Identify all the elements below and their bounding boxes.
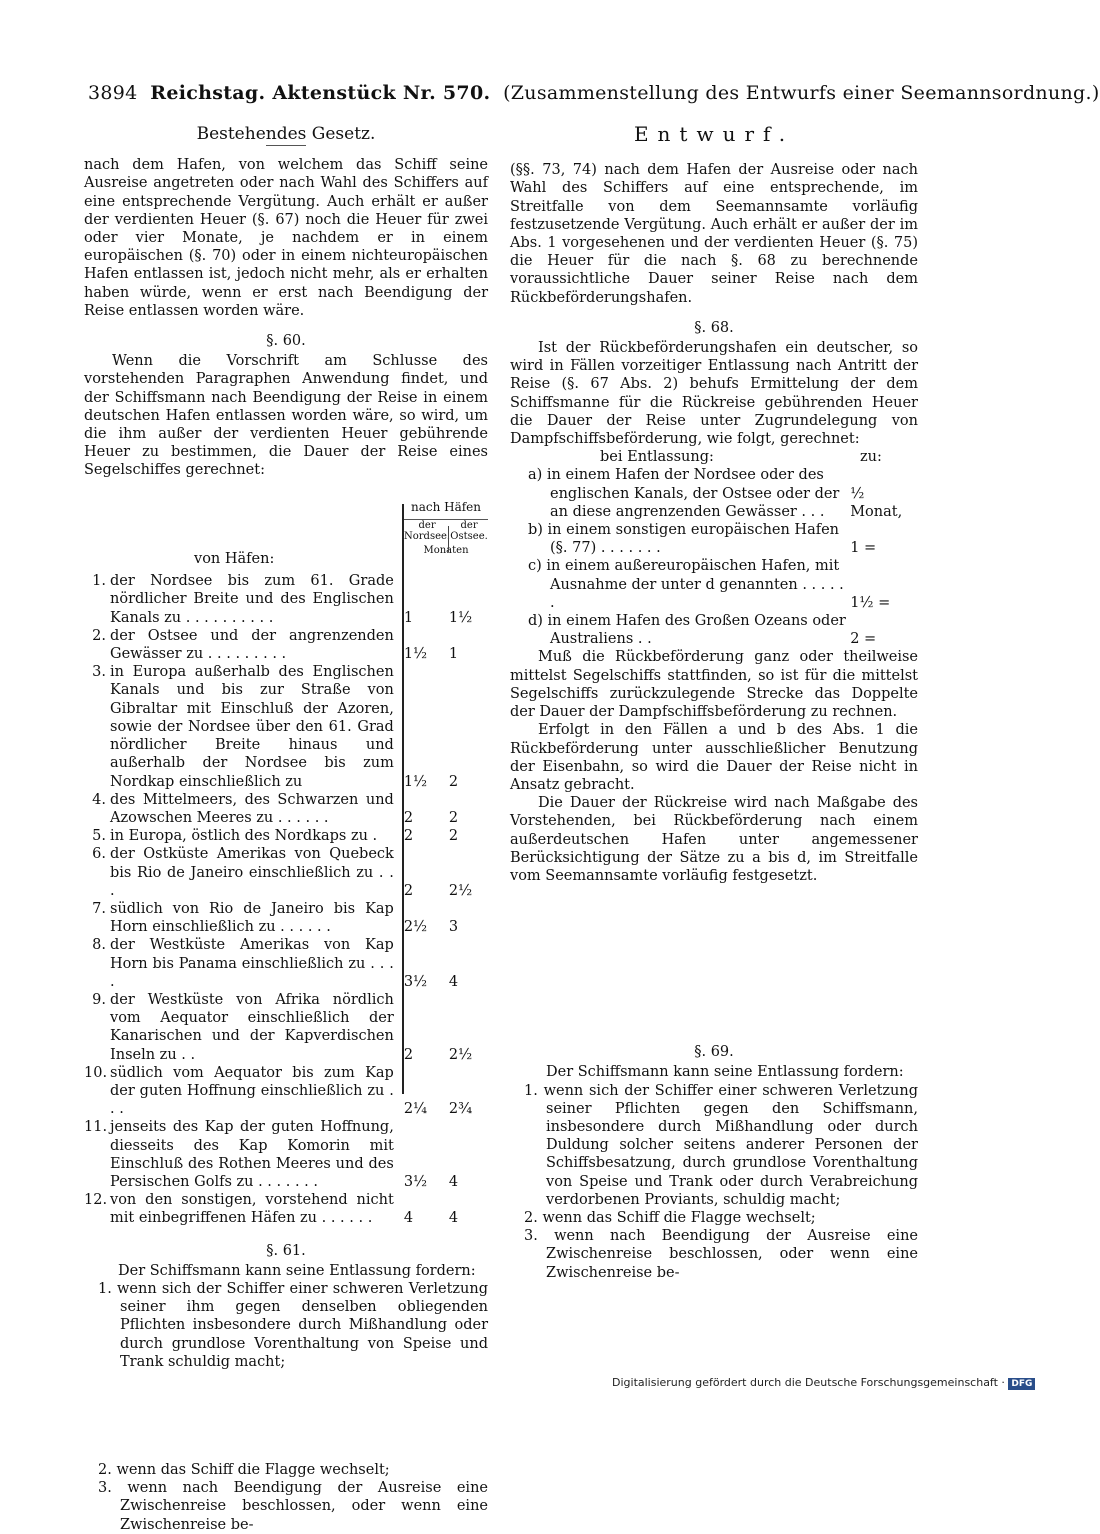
section-69-item-2: 2. wenn das Schiff die Flagge wechselt; [524, 1209, 816, 1226]
table-row-text-text: südlich von Rio de Janeiro bis Kap Horn einschließlich zu . . . . . . [110, 900, 394, 936]
page-header [88, 82, 1100, 104]
table-divider [402, 504, 404, 1094]
table-row-text [110, 1191, 394, 1227]
table-row-text [110, 991, 394, 1064]
list-head-right: zu: [860, 449, 882, 466]
section-61-heading: §. 61. [266, 1242, 306, 1259]
table-value-ostsee-text: 1½ [448, 609, 473, 626]
table-value-ostsee [449, 991, 488, 1064]
table-row-text [110, 572, 394, 627]
table-row [84, 1064, 488, 1119]
table-row [84, 572, 488, 627]
table-value-ostsee [449, 936, 488, 991]
table-row-text-text: in Europa, östlich des Nordkaps zu . [110, 828, 378, 845]
table-value-nordsee-text: 2 [403, 1046, 414, 1063]
section-61-intro: Der Schiffsmann kann seine Entlassung fordern: [118, 1262, 476, 1279]
table-row-number [84, 1064, 110, 1119]
list-head-left: bei Entlassung: [600, 449, 714, 466]
dfg-logo: DFG [1008, 1378, 1035, 1390]
section-61-item-3: 3. wenn nach Beendigung der Ausreise eine Zwischenreise beschlossen, oder wenn eine Zwischenreise be- [98, 1480, 488, 1533]
table-value-ostsee [449, 572, 488, 627]
table-value-nordsee-text: 3½ [403, 1173, 428, 1190]
table-value-nordsee [394, 1118, 449, 1191]
col-nordsee: der Nordsee. [404, 519, 451, 542]
section-68-text: Ist der Rückbeförderungshafen ein deutscher, so wird in Fällen vorzeitiger Entlassung nach Antritt der Reise (§. 67 Abs. 2) behufs Ermittelung der dem Schiffsmanne für die Rückreise gebührenden Heuer die Dauer der Reise unter Zugrundelegung von Dampfschiffsbeförderung, wie folgt, gerechnet: [510, 340, 918, 448]
table-row [84, 791, 488, 827]
table-row-number-text: 3. [92, 664, 106, 681]
table-row-text [110, 936, 394, 991]
table-value-nordsee-text: 1½ [403, 773, 428, 790]
table-row-text-text: in Europa außerhalb des Englischen Kanals und bis zur Straße von Gibraltar mit Einschluß der Azoren, sowie der Nordsee über den 61. Grad nördlicher Breite hinaus und außerhalb der Nordsee bis zum Nordkap einschließlich zu [110, 664, 394, 790]
table-value-ostsee-text: 2 [448, 773, 459, 790]
table-row [84, 1118, 488, 1191]
table-row-number-text: 2. [92, 627, 106, 644]
table-value-ostsee [449, 627, 488, 663]
table-row [84, 1191, 488, 1227]
table-row-number-text: 8. [92, 937, 106, 954]
table-value-ostsee [449, 1191, 488, 1227]
list-item-c: c) in einem außereuropäischen Hafen, mit Ausnahme der unter d genannten . . . . . . [528, 558, 844, 611]
right-intro: (§§. 73, 74) nach dem Hafen der Ausreise oder nach Wahl des Schiffers auf eine entsprechende, im Streitfalle von dem Seemannsamte vorläufig festzusetzende Vergütung. Auch erhält er außer der im Abs. 1 vorgesehenen und der verdienten Heuer (§. 75) die Heuer für die nach §. 68 zu berechnende voraussichtliche Dauer seiner Reise nach dem Rückbeförderungshafen. [510, 162, 918, 306]
table-row-text-text: der Westküste von Afrika nördlich vom Aequator einschließlich der Kanarischen und der Kapverdischen Inseln zu . . [110, 991, 394, 1063]
table-value-ostsee [449, 900, 488, 936]
section-60-heading: §. 60. [266, 333, 306, 350]
table-row-number [84, 900, 110, 936]
table-row-text [110, 791, 394, 827]
list-value-c: 1½ = [850, 594, 891, 611]
list-value-a: ½ Monat, [850, 485, 903, 520]
table-value-ostsee [449, 663, 488, 790]
table-row-number [84, 627, 110, 663]
table-value-nordsee-text: 2¼ [403, 1101, 428, 1118]
table-row-number [84, 1191, 110, 1227]
table-value-nordsee-text: 1 [403, 609, 414, 626]
section-61-item-2: 2. wenn das Schiff die Flagge wechselt; [98, 1462, 390, 1478]
table-value-ostsee-text: 2½ [448, 1046, 473, 1063]
table-value-ostsee-text: 2 [448, 809, 459, 826]
table-value-ostsee [449, 1064, 488, 1119]
list-item-d: d) in einem Hafen des Großen Ozeans oder Australiens . . [528, 613, 846, 648]
table-row-text-text: der Westküste Amerikas von Kap Horn bis Panama einschließlich zu . . . . [110, 937, 394, 990]
table-row-text [110, 827, 394, 845]
table-row-number-text: 4. [92, 791, 106, 808]
table-row-number-text: 5. [92, 828, 106, 845]
table-value-ostsee-text: 3 [448, 919, 459, 936]
table-row-number [84, 991, 110, 1064]
table-row-number [84, 845, 110, 900]
table-value-ostsee-text: 2½ [448, 882, 473, 899]
table-row-number [84, 1118, 110, 1191]
section-68-para-4: Die Dauer der Rückreise wird nach Maßgabe des Vorstehenden, bei Rückbeförderung nach einem außerdeutschen Hafen unter angemessener Berücksichtigung der Sätze zu a bis d, im Streitfalle vom Seemannsamte vorläufig festgesetzt. [510, 795, 918, 884]
table-row-text [110, 663, 394, 790]
table-value-ostsee-text: 1 [448, 646, 459, 663]
page-number: 3894 [88, 82, 138, 104]
table-value-ostsee [449, 845, 488, 900]
table-row-text-text: der Nordsee bis zum 61. Grade nördlicher Breite und des Englischen Kanals zu . . . . . . . . . . [110, 573, 394, 626]
table-value-ostsee [449, 791, 488, 827]
list-item-b: b) in einem sonstigen europäischen Hafen (§. 77) . . . . . . . [528, 522, 840, 557]
table-row [84, 900, 488, 936]
table-row-number-text: 12. [84, 1192, 108, 1209]
table-value-nordsee-text: 1½ [403, 646, 428, 663]
table-value-nordsee-text: 2 [403, 828, 414, 845]
section-60-text: Wenn die Vorschrift am Schlusse des vorstehenden Paragraphen Anwendung findet, und der Schiffsmann nach Beendigung der Reise in einem deutschen Hafen entlassen worden wäre, so wird, um die ihm außer der verdienten Heuer gebührende Heuer zu bestimmen, die Dauer der Reise eines Segelschiffes gerechnet: [84, 353, 488, 479]
left-intro: nach dem Hafen, von welchem das Schiff seine Ausreise angetreten oder nach Wahl des Schiffers auf eine entsprechende Vergütung. Auch erhält er außer der verdienten Heuer (§. 67) noch die Heuer für zwei oder vier Monate, je nachdem er in einem europäischen (§. 70) oder in einem nichteuropäischen Hafen entlassen ist, jedoch nicht mehr, als er erhalten haben würde, wenn er erst nach Beendigung der Reise entlassen worden wäre. [84, 157, 488, 319]
table-row [84, 936, 488, 991]
table-row-number-text: 6. [92, 846, 106, 863]
table-value-ostsee [449, 827, 488, 845]
table-col-divider [448, 526, 449, 552]
table-row-number-text: 1. [92, 573, 106, 590]
table-value-ostsee-text: 4 [448, 1210, 459, 1227]
document-title: Reichstag. Aktenstück Nr. 570. [150, 82, 491, 104]
table-row-text-text: der Ostküste Amerikas von Quebeck bis Rio de Janeiro einschließlich zu . . . [110, 846, 394, 899]
section-61-item-1: 1. wenn sich der Schiffer einer schweren Verletzung seiner ihm gegen denselben obliegenden Pflichten insbesondere durch Mißhandlung oder durch grundlose Vorenthaltung von Speise und Trank schuldig macht; [98, 1280, 488, 1370]
table-row-text [110, 627, 394, 663]
table-row-text-text: jenseits des Kap der guten Hoffnung, diesseits des Kap Komorin mit Einschluß des Rothen Meeres und des Persischen Golfs zu . . . . . . . [110, 1119, 394, 1190]
table-row-text [110, 845, 394, 900]
table-row-number [84, 827, 110, 845]
table-row-number [84, 791, 110, 827]
section-69-heading: §. 69. [694, 1044, 734, 1061]
table-head-label: nach Häfen [410, 499, 482, 514]
section-68-heading: §. 68. [694, 319, 734, 336]
table-value-nordsee-text: 2½ [403, 919, 428, 936]
table-value-nordsee-text: 2 [403, 882, 414, 899]
table-row [84, 627, 488, 663]
table-row-label: von Häfen: [194, 551, 275, 568]
list-value-d: 2 = [850, 631, 877, 648]
title-rule [266, 145, 306, 146]
table-value-ostsee-text: 2 [448, 828, 459, 845]
table-row-text [110, 900, 394, 936]
footer-text: Digitalisierung gefördert durch die Deutsche Forschungsgemeinschaft · [612, 1376, 1005, 1389]
table-value-ostsee-text: 2¾ [448, 1101, 473, 1118]
digitization-footer [612, 1376, 1035, 1390]
section-69-item-3: 3. wenn nach Beendigung der Ausreise eine Zwischenreise beschlossen, oder wenn eine Zwischenreise be- [524, 1228, 918, 1281]
list-item-a: a) in einem Hafen der Nordsee oder des englischen Kanals, der Ostsee oder der an diese angrenzenden Gewässer . . . [528, 467, 840, 520]
table-row-number-text: 9. [92, 991, 106, 1008]
table-value-nordsee-text: 4 [403, 1210, 414, 1227]
table-row [84, 827, 488, 845]
section-69-item-1: 1. wenn sich der Schiffer einer schweren Verletzung seiner Pflichten gegen den Schiffsmann, insbesondere durch Mißhandlung oder durch Duldung solcher seitens anderer Personen der Schiffsbesatzung, durch grundlose Vorenthaltung von Speise und Trank oder durch Verabreichung verdorbenen Proviants, schuldig macht; [524, 1082, 918, 1208]
table-value-ostsee-text: 4 [448, 973, 459, 990]
document-subtitle: (Zusammenstellung des Entwurfs einer Seemannsordnung.) [503, 82, 1100, 104]
table-row-number [84, 936, 110, 991]
table-row [84, 845, 488, 900]
section-68-para-3: Erfolgt in den Fällen a und b des Abs. 1 die Rückbeförderung unter ausschließlicher Benutzung der Eisenbahn, so wird die Dauer der Reise nicht in Ansatz gebracht. [510, 722, 918, 793]
table-row [84, 663, 488, 790]
table-row-text [110, 1118, 394, 1191]
left-column [84, 125, 488, 1534]
table-row-text-text: des Mittelmeers, des Schwarzen und Azowschen Meeres zu . . . . . . [110, 791, 394, 826]
table-row-text [110, 1064, 394, 1119]
table-row [84, 991, 488, 1064]
right-column [510, 122, 918, 1282]
rates-table [84, 498, 488, 1228]
right-column-title: Entwurf. [633, 122, 795, 146]
table-row-number-text: 10. [84, 1064, 108, 1081]
table-row-text-text: von den sonstigen, vorstehend nicht mit einbegriffenen Häfen zu . . . . . . [110, 1192, 394, 1227]
table-row-number-text: 7. [92, 900, 106, 917]
table-row-number-text: 11. [84, 1119, 108, 1136]
section-68-para-2: Muß die Rückbeförderung ganz oder theilweise mittelst Segelschiffs stattfinden, so ist für die mittelst Segelschiffs zurückzulegende Strecke das Doppelte der Dauer der Dampfschiffsbeförderung zu rechnen. [510, 649, 918, 721]
table-value-nordsee [394, 1191, 449, 1227]
table-row-text-text: der Ostsee und der angrenzenden Gewässer zu . . . . . . . . . [110, 627, 394, 663]
left-column-title: Bestehendes Gesetz. [196, 124, 376, 144]
section-69-intro: Der Schiffsmann kann seine Entlassung fordern: [546, 1064, 904, 1081]
table-value-ostsee [449, 1118, 488, 1191]
list-value-b: 1 = [850, 540, 877, 557]
table-value-nordsee-text: 3½ [403, 973, 428, 990]
table-unit: Monaten [423, 544, 469, 556]
table-row-number [84, 663, 110, 790]
table-value-ostsee-text: 4 [448, 1173, 459, 1190]
table-value-nordsee-text: 2 [403, 809, 414, 826]
table-row-number [84, 572, 110, 627]
col-ostsee: der Ostsee. [450, 519, 488, 542]
table-body [84, 572, 488, 1227]
table-row-text-text: südlich vom Aequator bis zum Kap der guten Hoffnung einschließlich zu . . . [110, 1064, 394, 1118]
